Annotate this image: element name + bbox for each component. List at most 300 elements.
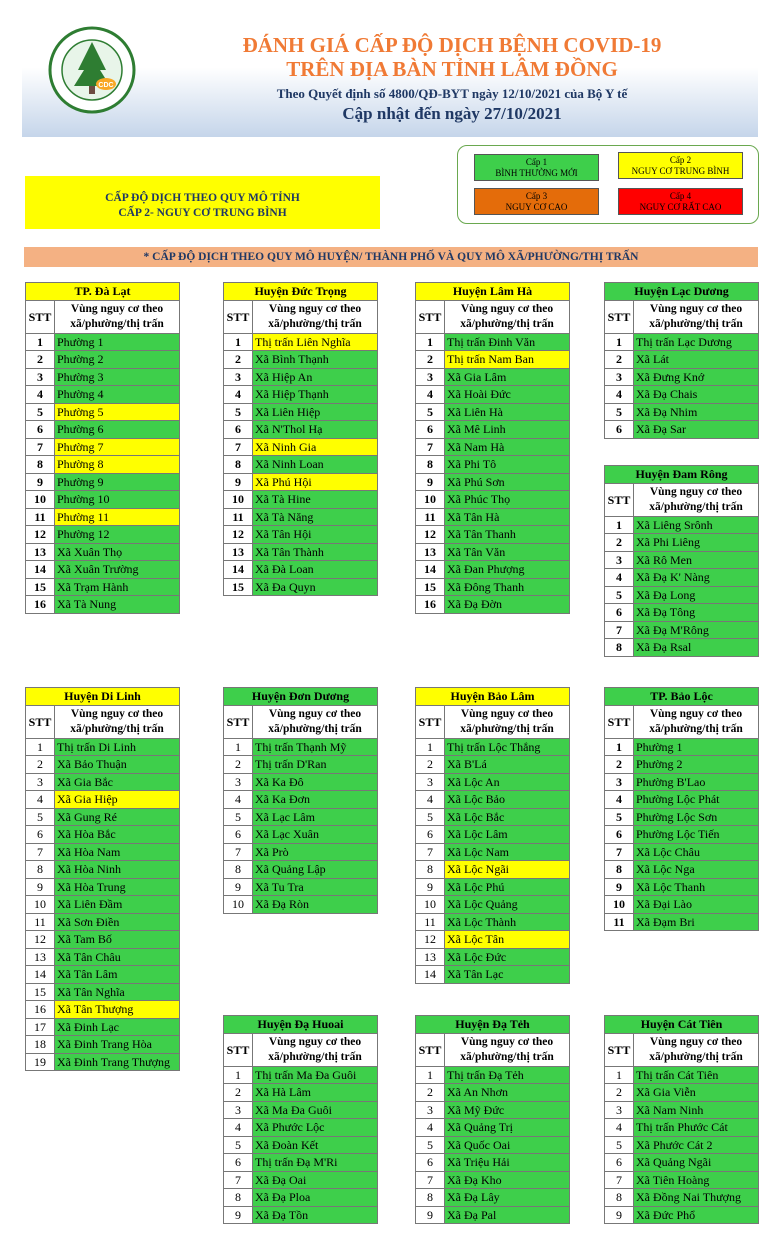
row-number: 10 <box>605 896 634 914</box>
commune-name: Thị trấn Đạ M'Ri <box>253 1154 378 1172</box>
commune-name: Phường Lộc Phát <box>634 791 759 809</box>
row-number: 8 <box>605 639 634 657</box>
commune-name: Xã Lộc Bắc <box>445 808 570 826</box>
commune-name: Phường 2 <box>634 756 759 774</box>
commune-name: Thị trấn Thạnh Mỹ <box>253 738 378 756</box>
commune-name: Phường 4 <box>55 386 180 404</box>
row-number: 2 <box>605 534 634 552</box>
table-row <box>224 756 378 774</box>
row-number: 7 <box>416 1171 445 1189</box>
table-row <box>605 1189 759 1207</box>
row-number: 16 <box>26 1001 55 1019</box>
table-row <box>605 843 759 861</box>
commune-name: Phường Lộc Sơn <box>634 808 759 826</box>
row-number: 3 <box>416 773 445 791</box>
table-row <box>605 878 759 896</box>
commune-name: Phường 9 <box>55 473 180 491</box>
table-row <box>416 1066 570 1084</box>
row-number: 6 <box>224 826 253 844</box>
district-table <box>415 282 570 614</box>
row-number: 2 <box>224 756 253 774</box>
row-number: 6 <box>224 421 253 439</box>
table-row <box>416 421 570 439</box>
commune-name: Xã Quảng Ngãi <box>634 1154 759 1172</box>
legend-level-3-title: Cấp 3 <box>525 191 548 201</box>
column-header-stt: STT <box>224 1033 253 1066</box>
row-number: 6 <box>605 421 634 439</box>
district-name: Huyện Lâm Hà <box>416 283 570 301</box>
commune-name: Xã Đức Phổ <box>634 1206 759 1224</box>
commune-name: Xã Liên Hiệp <box>253 403 378 421</box>
table-row <box>26 791 180 809</box>
commune-name: Xã Đạ Ròn <box>253 896 378 914</box>
row-number: 12 <box>224 526 253 544</box>
row-number: 13 <box>26 948 55 966</box>
row-number: 7 <box>416 438 445 456</box>
table-row <box>416 773 570 791</box>
commune-name: Xã Đại Lào <box>634 896 759 914</box>
table-row <box>224 438 378 456</box>
table-row <box>26 368 180 386</box>
commune-name: Xã Đinh Trang Thượng <box>55 1053 180 1071</box>
table-row <box>224 773 378 791</box>
row-number: 8 <box>26 861 55 879</box>
table-row <box>416 368 570 386</box>
table-row <box>224 1136 378 1154</box>
row-number: 1 <box>224 738 253 756</box>
table-row <box>224 1119 378 1137</box>
table-row <box>416 508 570 526</box>
row-number: 4 <box>605 386 634 404</box>
commune-name: Xã Tiên Hoàng <box>634 1171 759 1189</box>
table-row <box>416 1206 570 1224</box>
commune-name: Xã Đạ Ploa <box>253 1189 378 1207</box>
commune-name: Xã Hòa Ninh <box>55 861 180 879</box>
commune-name: Xã Gia Lâm <box>445 368 570 386</box>
table-row <box>224 526 378 544</box>
row-number: 13 <box>224 543 253 561</box>
row-number: 1 <box>26 333 55 351</box>
table-row <box>26 896 180 914</box>
table-row <box>224 578 378 596</box>
commune-name: Xã Đồng Nai Thượng <box>634 1189 759 1207</box>
commune-name: Xã Lộc Bảo <box>445 791 570 809</box>
table-row <box>26 878 180 896</box>
commune-name: Xã Gia Viễn <box>634 1084 759 1102</box>
commune-name: Xã Đạ K' Nàng <box>634 569 759 587</box>
row-number: 15 <box>26 578 55 596</box>
row-number: 4 <box>224 386 253 404</box>
row-number: 11 <box>605 913 634 931</box>
row-number: 1 <box>416 333 445 351</box>
row-number: 19 <box>26 1053 55 1071</box>
column-header-area: Vùng nguy cơ theo xã/phường/thị trấn <box>253 300 378 333</box>
row-number: 4 <box>416 1119 445 1137</box>
table-row <box>605 534 759 552</box>
table-row <box>224 791 378 809</box>
row-number: 15 <box>224 578 253 596</box>
district-name: Huyện Di Linh <box>26 688 180 706</box>
table-row <box>26 508 180 526</box>
table-row <box>605 1136 759 1154</box>
commune-name: Phường 1 <box>634 738 759 756</box>
row-number: 7 <box>605 1171 634 1189</box>
table-row <box>26 861 180 879</box>
table-row <box>26 913 180 931</box>
table-row <box>26 333 180 351</box>
column-header-area: Vùng nguy cơ theo xã/phường/thị trấn <box>55 300 180 333</box>
row-number: 2 <box>26 351 55 369</box>
row-number: 9 <box>26 473 55 491</box>
column-header-area: Vùng nguy cơ theo xã/phường/thị trấn <box>634 483 759 516</box>
table-row <box>224 508 378 526</box>
table-row <box>224 473 378 491</box>
district-table <box>25 282 180 614</box>
row-number: 5 <box>224 1136 253 1154</box>
row-number: 1 <box>605 738 634 756</box>
row-number: 1 <box>416 1066 445 1084</box>
table-row <box>224 1101 378 1119</box>
table-row <box>416 1189 570 1207</box>
commune-name: Phường 6 <box>55 421 180 439</box>
commune-name: Xã Liên Đầm <box>55 896 180 914</box>
row-number: 4 <box>26 791 55 809</box>
row-number: 7 <box>26 438 55 456</box>
table-row <box>605 569 759 587</box>
district-table <box>604 1015 759 1224</box>
table-row <box>416 456 570 474</box>
commune-name: Thị trấn Phước Cát <box>634 1119 759 1137</box>
commune-name: Xã Đạ Rsal <box>634 639 759 657</box>
column-header-stt: STT <box>224 300 253 333</box>
table-row <box>416 791 570 809</box>
table-row <box>224 561 378 579</box>
row-number: 5 <box>416 403 445 421</box>
commune-name: Xã An Nhơn <box>445 1084 570 1102</box>
row-number: 5 <box>605 586 634 604</box>
commune-name: Xã Hòa Bắc <box>55 826 180 844</box>
commune-name: Xã Lộc Thành <box>445 913 570 931</box>
district-table <box>415 687 570 984</box>
commune-name: Phường 3 <box>55 368 180 386</box>
commune-name: Xã Đạ Tông <box>634 604 759 622</box>
row-number: 3 <box>416 1101 445 1119</box>
row-number: 9 <box>224 878 253 896</box>
table-row <box>26 826 180 844</box>
column-header-stt: STT <box>26 705 55 738</box>
table-row <box>605 1066 759 1084</box>
column-header-area: Vùng nguy cơ theo xã/phường/thị trấn <box>253 1033 378 1066</box>
row-number: 6 <box>416 1154 445 1172</box>
row-number: 7 <box>224 438 253 456</box>
district-table <box>223 687 378 914</box>
table-row <box>26 543 180 561</box>
row-number: 10 <box>224 491 253 509</box>
legend-level-1-title: Cấp 1 <box>525 157 548 167</box>
district-table <box>223 282 378 596</box>
legend-level-4-label: NGUY CƠ RẤT CAO <box>639 202 722 212</box>
district-name: Huyện Đạ Tẻh <box>416 1016 570 1034</box>
column-header-stt: STT <box>416 300 445 333</box>
row-number: 12 <box>416 931 445 949</box>
table-row <box>416 756 570 774</box>
row-number: 11 <box>26 913 55 931</box>
commune-name: Xã Đạ Lây <box>445 1189 570 1207</box>
commune-name: Xã Liên Hà <box>445 403 570 421</box>
column-header-stt: STT <box>605 1033 634 1066</box>
row-number: 16 <box>26 596 55 614</box>
row-number: 15 <box>26 983 55 1001</box>
table-row <box>605 621 759 639</box>
table-row <box>416 561 570 579</box>
row-number: 6 <box>605 826 634 844</box>
commune-name: Phường 10 <box>55 491 180 509</box>
row-number: 12 <box>26 931 55 949</box>
row-number: 3 <box>26 773 55 791</box>
row-number: 4 <box>605 1119 634 1137</box>
commune-name: Phường 5 <box>55 403 180 421</box>
commune-name: Xã Lộc Châu <box>634 843 759 861</box>
commune-name: Xã Tân Thanh <box>445 526 570 544</box>
row-number: 2 <box>416 351 445 369</box>
row-number: 8 <box>605 861 634 879</box>
table-row <box>605 1171 759 1189</box>
row-number: 4 <box>605 791 634 809</box>
row-number: 3 <box>605 773 634 791</box>
commune-name: Xã Tà Nung <box>55 596 180 614</box>
row-number: 14 <box>224 561 253 579</box>
row-number: 6 <box>605 604 634 622</box>
commune-name: Xã Mê Linh <box>445 421 570 439</box>
table-row <box>224 333 378 351</box>
district-name: Huyện Đơn Dương <box>224 688 378 706</box>
commune-name: Xã Đoàn Kết <box>253 1136 378 1154</box>
commune-name: Xã Lộc Đức <box>445 948 570 966</box>
commune-name: Xã Ninh Gia <box>253 438 378 456</box>
column-header-area: Vùng nguy cơ theo xã/phường/thị trấn <box>634 705 759 738</box>
table-row <box>224 1206 378 1224</box>
commune-name: Xã Tà Hine <box>253 491 378 509</box>
row-number: 6 <box>416 826 445 844</box>
table-row <box>224 351 378 369</box>
table-row <box>416 843 570 861</box>
table-row <box>416 1171 570 1189</box>
table-row <box>605 333 759 351</box>
table-row <box>416 596 570 614</box>
table-row <box>224 1066 378 1084</box>
table-row <box>26 966 180 984</box>
commune-name: Xã Nam Hà <box>445 438 570 456</box>
table-row <box>26 931 180 949</box>
commune-name: Xã Gia Bắc <box>55 773 180 791</box>
row-number: 3 <box>26 368 55 386</box>
row-number: 1 <box>605 516 634 534</box>
commune-name: Xã Quảng Trị <box>445 1119 570 1137</box>
table-row <box>416 403 570 421</box>
commune-name: Phường 2 <box>55 351 180 369</box>
row-number: 4 <box>605 569 634 587</box>
table-row <box>224 386 378 404</box>
row-number: 3 <box>416 368 445 386</box>
commune-name: Xã Đạ Pal <box>445 1206 570 1224</box>
table-row <box>224 403 378 421</box>
table-row <box>416 386 570 404</box>
table-row <box>224 738 378 756</box>
column-header-stt: STT <box>224 705 253 738</box>
column-header-area: Vùng nguy cơ theo xã/phường/thị trấn <box>253 705 378 738</box>
commune-name: Xã Đạ Long <box>634 586 759 604</box>
table-row <box>605 791 759 809</box>
row-number: 10 <box>416 491 445 509</box>
district-table <box>604 282 759 439</box>
row-number: 9 <box>26 878 55 896</box>
commune-name: Xã Rô Men <box>634 551 759 569</box>
row-number: 4 <box>416 386 445 404</box>
commune-name: Phường B'Lao <box>634 773 759 791</box>
commune-name: Phường Lộc Tiến <box>634 826 759 844</box>
commune-name: Xã Đa Quyn <box>253 578 378 596</box>
commune-name: Xã Hòa Trung <box>55 878 180 896</box>
table-row <box>26 351 180 369</box>
table-row <box>416 1136 570 1154</box>
table-row <box>224 1171 378 1189</box>
table-row <box>26 983 180 1001</box>
row-number: 6 <box>416 421 445 439</box>
table-row <box>605 756 759 774</box>
commune-name: Xã Tà Năng <box>253 508 378 526</box>
table-row <box>605 551 759 569</box>
table-row <box>605 604 759 622</box>
commune-name: Xã Prò <box>253 843 378 861</box>
table-row <box>224 1084 378 1102</box>
table-row <box>605 421 759 439</box>
row-number: 11 <box>416 508 445 526</box>
commune-name: Xã Ma Đa Guôi <box>253 1101 378 1119</box>
commune-name: Phường 11 <box>55 508 180 526</box>
table-row <box>416 896 570 914</box>
commune-name: Xã Lộc Quảng <box>445 896 570 914</box>
row-number: 3 <box>224 1101 253 1119</box>
commune-name: Xã Đông Thanh <box>445 578 570 596</box>
row-number: 8 <box>605 1189 634 1207</box>
table-row <box>605 386 759 404</box>
commune-name: Xã Gung Ré <box>55 808 180 826</box>
province-level-title: CẤP ĐỘ DỊCH THEO QUY MÔ TỈNH <box>105 192 300 204</box>
district-name: Huyện Đức Trọng <box>224 283 378 301</box>
table-row <box>26 1018 180 1036</box>
commune-name: Thị trấn Di Linh <box>55 738 180 756</box>
row-number: 1 <box>224 1066 253 1084</box>
row-number: 2 <box>416 1084 445 1102</box>
row-number: 11 <box>416 913 445 931</box>
commune-name: Xã Phước Cát 2 <box>634 1136 759 1154</box>
column-header-stt: STT <box>416 705 445 738</box>
cdc-logo <box>48 26 136 114</box>
table-row <box>605 913 759 931</box>
table-row <box>26 421 180 439</box>
commune-name: Xã Lạc Xuân <box>253 826 378 844</box>
table-row <box>416 526 570 544</box>
update-date: Cập nhật đến ngày 27/10/2021 <box>342 104 562 123</box>
row-number: 1 <box>605 1066 634 1084</box>
district-name: Huyện Đạ Huoai <box>224 1016 378 1034</box>
commune-name: Xã Lộc Lâm <box>445 826 570 844</box>
commune-name: Xã Hiệp An <box>253 368 378 386</box>
row-number: 2 <box>605 351 634 369</box>
commune-name: Thị trấn Lộc Thắng <box>445 738 570 756</box>
table-row <box>605 738 759 756</box>
row-number: 8 <box>416 1189 445 1207</box>
commune-name: Xã Đạ Nhim <box>634 403 759 421</box>
row-number: 5 <box>416 1136 445 1154</box>
column-header-area: Vùng nguy cơ theo xã/phường/thị trấn <box>634 300 759 333</box>
table-row <box>605 896 759 914</box>
commune-name: Xã Lộc Thanh <box>634 878 759 896</box>
commune-name: Phường 1 <box>55 333 180 351</box>
column-header-stt: STT <box>605 483 634 516</box>
district-table <box>25 687 180 1071</box>
row-number: 10 <box>26 896 55 914</box>
row-number: 10 <box>224 896 253 914</box>
district-name: TP. Đà Lạt <box>26 283 180 301</box>
row-number: 8 <box>224 456 253 474</box>
commune-name: Xã Lộc Nga <box>634 861 759 879</box>
table-row <box>416 333 570 351</box>
district-table <box>415 1015 570 1224</box>
commune-name: Thị trấn Liên Nghĩa <box>253 333 378 351</box>
row-number: 2 <box>224 351 253 369</box>
commune-name: Thị trấn D'Ran <box>253 756 378 774</box>
table-row <box>416 913 570 931</box>
column-header-stt: STT <box>605 300 634 333</box>
row-number: 6 <box>224 1154 253 1172</box>
commune-name: Xã Phước Lộc <box>253 1119 378 1137</box>
legend-level-2-label: NGUY CƠ TRUNG BÌNH <box>631 166 730 176</box>
column-header-area: Vùng nguy cơ theo xã/phường/thị trấn <box>55 705 180 738</box>
table-row <box>605 516 759 534</box>
row-number: 4 <box>26 386 55 404</box>
commune-name: Xã Mỹ Đức <box>445 1101 570 1119</box>
table-row <box>224 491 378 509</box>
table-row <box>26 386 180 404</box>
commune-name: Thị trấn Đạ Tẻh <box>445 1066 570 1084</box>
commune-name: Xã Tân Hội <box>253 526 378 544</box>
commune-name: Xã Lộc Nam <box>445 843 570 861</box>
table-row <box>26 773 180 791</box>
commune-name: Xã Tân Văn <box>445 543 570 561</box>
commune-name: Xã Quảng Lập <box>253 861 378 879</box>
commune-name: Thị trấn Lạc Dương <box>634 333 759 351</box>
row-number: 8 <box>224 861 253 879</box>
commune-name: Xã Bảo Thuận <box>55 756 180 774</box>
commune-name: Xã Nam Ninh <box>634 1101 759 1119</box>
row-number: 5 <box>224 808 253 826</box>
table-row <box>416 948 570 966</box>
table-row <box>26 596 180 614</box>
commune-name: Xã Lộc Tân <box>445 931 570 949</box>
row-number: 8 <box>224 1189 253 1207</box>
table-row <box>416 491 570 509</box>
commune-name: Xã Tam Bố <box>55 931 180 949</box>
row-number: 5 <box>26 403 55 421</box>
commune-name: Xã Lộc Ngãi <box>445 861 570 879</box>
table-row <box>224 826 378 844</box>
row-number: 7 <box>26 843 55 861</box>
commune-name: Xã Hoài Đức <box>445 386 570 404</box>
table-row <box>605 808 759 826</box>
district-name: Huyện Đam Rông <box>605 466 759 484</box>
table-row <box>26 1053 180 1071</box>
